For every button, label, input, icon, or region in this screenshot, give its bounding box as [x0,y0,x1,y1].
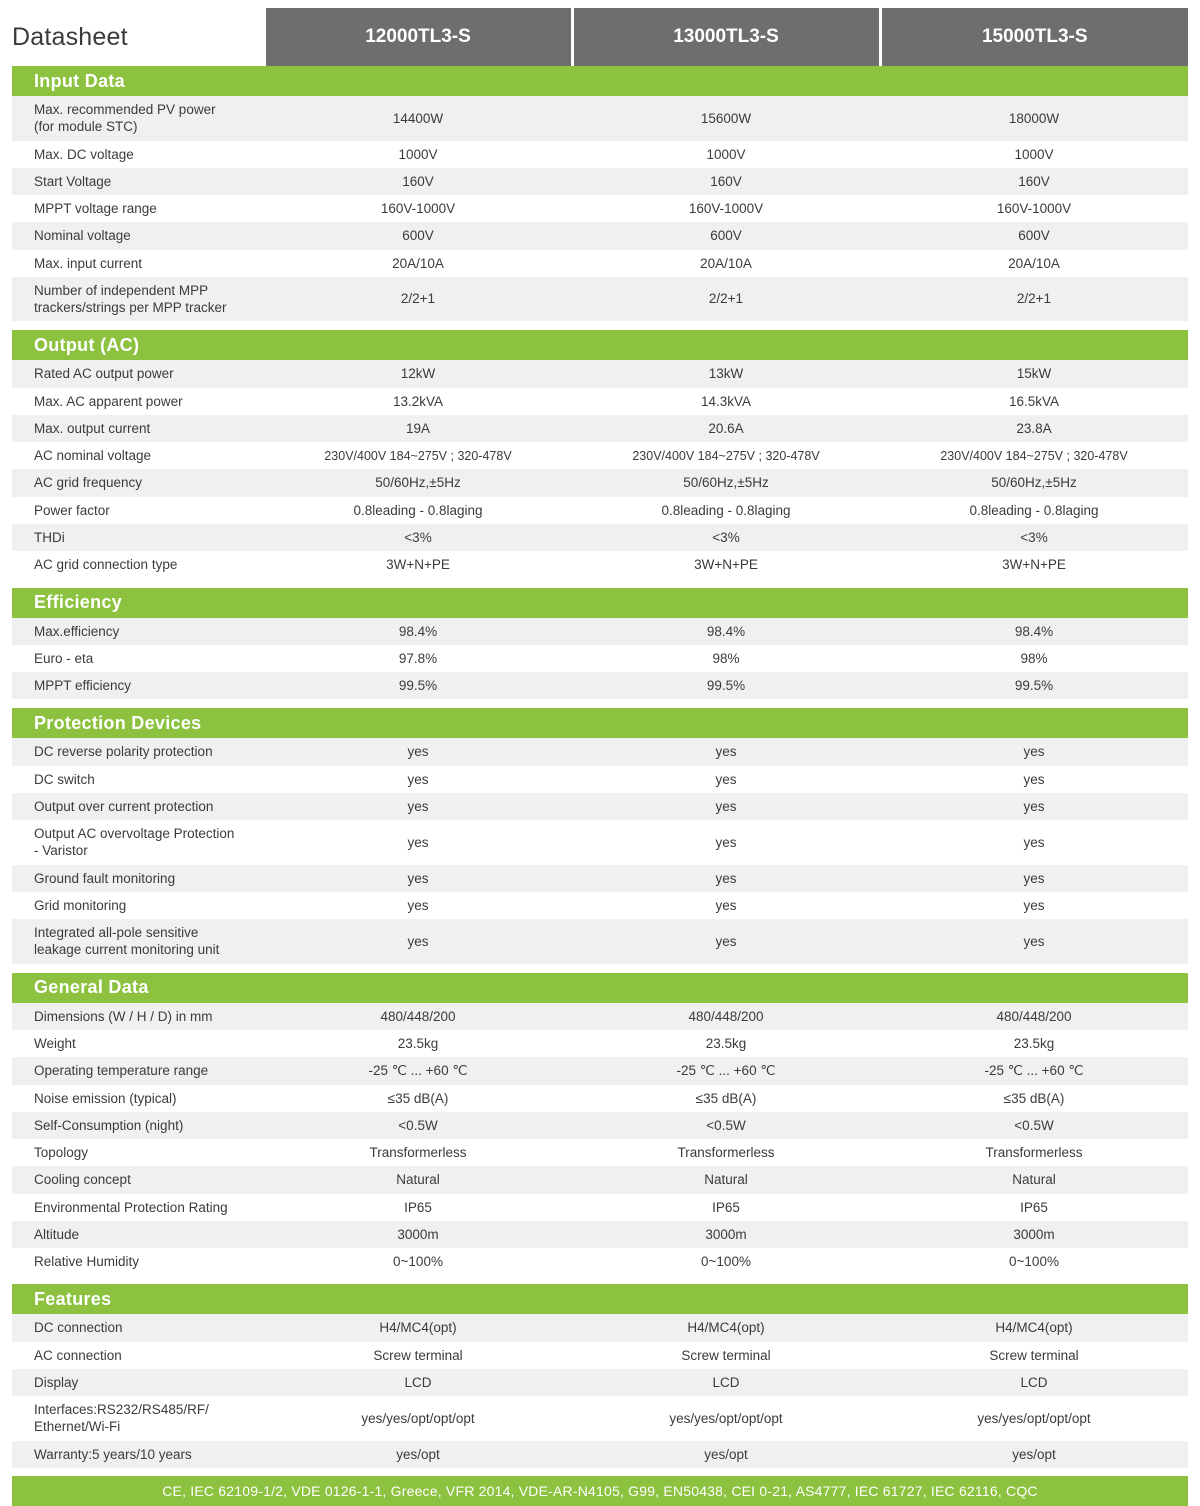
table-row [12,618,1188,645]
spec-value: <3% [880,524,1188,551]
spec-label: Max. recommended PV power (for module STC) [12,96,264,141]
spec-value: <3% [264,524,572,551]
spec-value: H4/MC4(opt) [264,1314,572,1341]
spec-label: DC switch [12,766,264,793]
spec-value: -25 ℃ ... +60 ℃ [880,1057,1188,1084]
table-row [12,645,1188,672]
spec-value: IP65 [264,1194,572,1221]
spec-value: yes [572,766,880,793]
spec-value: yes [880,793,1188,820]
table-row [12,1003,1188,1030]
spec-value: Screw terminal [572,1342,880,1369]
table-row [12,1342,1188,1369]
spec-label: Integrated all-pole sensitive leakage current monitoring unit [12,919,264,964]
spec-value: yes [572,919,880,964]
spec-value: LCD [880,1369,1188,1396]
table-row [12,388,1188,415]
spec-value: 160V [572,168,880,195]
model-header-3: 15000TL3-S [880,8,1188,66]
table-row [12,820,1188,865]
table-header-row [12,8,1188,66]
spec-label: Dimensions (W / H / D) in mm [12,1003,264,1030]
spec-value: 1000V [880,141,1188,168]
spacer-cell [12,964,1188,973]
table-row [12,1166,1188,1193]
certifications-footer: CE, IEC 62109-1/2, VDE 0126-1-1, Greece, VFR 2014, VDE-AR-N4105, G99, EN50438, CEI 0-21, AS4777, IEC 61727, IEC 62116, CQC [12,1476,1188,1506]
table-row [12,168,1188,195]
spec-value: 97.8% [264,645,572,672]
spec-value: 23.5kg [572,1030,880,1057]
spec-value: yes [880,820,1188,865]
table-row [12,442,1188,469]
table-row [12,141,1188,168]
table-body [12,8,1188,1468]
spec-value: yes [264,793,572,820]
spec-value: 50/60Hz,±5Hz [880,469,1188,496]
spec-label: Weight [12,1030,264,1057]
spec-value: 99.5% [264,672,572,699]
spec-value: 3W+N+PE [264,551,572,578]
section-header-row [12,973,1188,1003]
page-title: Datasheet [12,8,264,66]
spec-value: yes [264,892,572,919]
section-spacer [12,579,1188,588]
spec-value: 19A [264,415,572,442]
spec-label: Output over current protection [12,793,264,820]
spec-value: Natural [264,1166,572,1193]
spec-value: 160V-1000V [264,195,572,222]
table-row [12,793,1188,820]
spec-value: 600V [880,222,1188,249]
spec-label: Nominal voltage [12,222,264,249]
spec-value: yes/opt [264,1441,572,1468]
spec-value: yes [880,865,1188,892]
spec-value: H4/MC4(opt) [572,1314,880,1341]
spec-label: Environmental Protection Rating [12,1194,264,1221]
spec-value: Transformerless [572,1139,880,1166]
section-title: Input Data [12,66,1188,96]
spec-value: IP65 [880,1194,1188,1221]
table-row [12,1396,1188,1441]
table-row [12,1248,1188,1275]
spec-label: Interfaces:RS232/RS485/RF/ Ethernet/Wi-Fi [12,1396,264,1441]
spec-label: Max. output current [12,415,264,442]
spec-value: 0~100% [880,1248,1188,1275]
spec-value: Transformerless [264,1139,572,1166]
table-row [12,1085,1188,1112]
spec-value: 230V/400V 184~275V ; 320-478V [264,442,572,469]
spec-label: Grid monitoring [12,892,264,919]
section-title: Efficiency [12,588,1188,618]
spec-value: yes [264,865,572,892]
spec-label: MPPT voltage range [12,195,264,222]
spec-value: 99.5% [880,672,1188,699]
spec-value: 480/448/200 [572,1003,880,1030]
spec-value: 23.5kg [264,1030,572,1057]
spec-value: <0.5W [572,1112,880,1139]
spec-value: yes [880,892,1188,919]
spec-value: yes [264,919,572,964]
spec-value: 2/2+1 [264,277,572,322]
spec-value: 20.6A [572,415,880,442]
spec-value: 98.4% [880,618,1188,645]
spec-value: 13.2kVA [264,388,572,415]
section-header-row [12,330,1188,360]
spec-value: LCD [572,1369,880,1396]
table-row [12,96,1188,141]
specifications-table [12,8,1188,1468]
section-spacer [12,321,1188,330]
spec-value: 20A/10A [572,250,880,277]
table-row [12,1030,1188,1057]
table-row [12,1139,1188,1166]
spec-value: ≤35 dB(A) [880,1085,1188,1112]
spec-value: yes [572,793,880,820]
spec-value: 0.8leading - 0.8laging [264,497,572,524]
section-header-row [12,708,1188,738]
spec-value: yes [880,919,1188,964]
spec-label: DC reverse polarity protection [12,738,264,765]
spec-value: 160V-1000V [880,195,1188,222]
spec-value: yes [572,865,880,892]
section-header-row [12,588,1188,618]
spec-value: 160V [880,168,1188,195]
spec-value: -25 ℃ ... +60 ℃ [264,1057,572,1084]
spec-value: 0~100% [572,1248,880,1275]
spec-value: 14400W [264,96,572,141]
spec-value: 13kW [572,360,880,387]
section-title: Features [12,1284,1188,1314]
table-row [12,250,1188,277]
spec-value: 98.4% [264,618,572,645]
spec-label: Ground fault monitoring [12,865,264,892]
spec-value: -25 ℃ ... +60 ℃ [572,1057,880,1084]
spec-label: AC grid connection type [12,551,264,578]
spec-label: THDi [12,524,264,551]
table-row [12,1194,1188,1221]
spec-value: 98% [880,645,1188,672]
table-row [12,766,1188,793]
spec-value: yes [880,738,1188,765]
spec-value: 0.8leading - 0.8laging [880,497,1188,524]
spec-value: 0.8leading - 0.8laging [572,497,880,524]
section-header-row [12,66,1188,96]
spacer-cell [12,699,1188,708]
spec-value: 50/60Hz,±5Hz [264,469,572,496]
section-title: Protection Devices [12,708,1188,738]
table-row [12,497,1188,524]
table-row [12,360,1188,387]
table-row [12,1314,1188,1341]
spec-value: 2/2+1 [572,277,880,322]
spacer-cell [12,579,1188,588]
spec-value: 160V [264,168,572,195]
spec-value: 23.5kg [880,1030,1188,1057]
spec-value: 3000m [264,1221,572,1248]
spec-value: 98.4% [572,618,880,645]
spec-value: yes [572,820,880,865]
spec-value: yes/opt [572,1441,880,1468]
spec-value: 16.5kVA [880,388,1188,415]
spec-label: Start Voltage [12,168,264,195]
spec-label: Topology [12,1139,264,1166]
table-row [12,738,1188,765]
spec-label: Max. input current [12,250,264,277]
spec-value: 3W+N+PE [880,551,1188,578]
spec-value: 230V/400V 184~275V ; 320-478V [880,442,1188,469]
table-row [12,195,1188,222]
spec-value: 20A/10A [264,250,572,277]
spec-label: AC nominal voltage [12,442,264,469]
section-spacer [12,964,1188,973]
spec-value: 23.8A [880,415,1188,442]
spec-label: Self-Consumption (night) [12,1112,264,1139]
section-title: Output (AC) [12,330,1188,360]
spec-label: Cooling concept [12,1166,264,1193]
spacer-cell [12,321,1188,330]
spec-value: 14.3kVA [572,388,880,415]
spec-value: <0.5W [264,1112,572,1139]
spec-value: Screw terminal [264,1342,572,1369]
table-row [12,469,1188,496]
spec-label: Noise emission (typical) [12,1085,264,1112]
spec-label: Rated AC output power [12,360,264,387]
spec-label: AC grid frequency [12,469,264,496]
table-row [12,222,1188,249]
spec-value: yes [264,820,572,865]
spec-value: 3000m [572,1221,880,1248]
spec-value: <3% [572,524,880,551]
table-row [12,524,1188,551]
table-row [12,1441,1188,1468]
spec-label: Altitude [12,1221,264,1248]
spec-value: 0~100% [264,1248,572,1275]
model-header-2: 13000TL3-S [572,8,880,66]
spec-value: 50/60Hz,±5Hz [572,469,880,496]
spec-value: 600V [264,222,572,249]
spec-label: Max.efficiency [12,618,264,645]
spec-value: yes [880,766,1188,793]
section-spacer [12,1275,1188,1284]
spec-label: Power factor [12,497,264,524]
spec-value: LCD [264,1369,572,1396]
spec-label: MPPT efficiency [12,672,264,699]
spec-value: 600V [572,222,880,249]
spec-value: 99.5% [572,672,880,699]
spec-value: ≤35 dB(A) [264,1085,572,1112]
spec-label: Number of independent MPP trackers/strings per MPP tracker [12,277,264,322]
spec-value: Screw terminal [880,1342,1188,1369]
spec-label: AC connection [12,1342,264,1369]
spec-value: yes/opt [880,1441,1188,1468]
spec-value: yes [572,892,880,919]
table-row [12,1221,1188,1248]
spec-value: 3000m [880,1221,1188,1248]
section-header-row [12,1284,1188,1314]
table-row [12,892,1188,919]
table-row [12,1112,1188,1139]
spec-label: Operating temperature range [12,1057,264,1084]
spec-value: 160V-1000V [572,195,880,222]
spec-label: Warranty:5 years/10 years [12,1441,264,1468]
spec-value: 15kW [880,360,1188,387]
spec-value: Transformerless [880,1139,1188,1166]
spec-value: 480/448/200 [880,1003,1188,1030]
spec-value: yes/yes/opt/opt/opt [572,1396,880,1441]
spec-value: IP65 [572,1194,880,1221]
table-row [12,415,1188,442]
spec-value: <0.5W [880,1112,1188,1139]
spec-value: H4/MC4(opt) [880,1314,1188,1341]
table-row [12,672,1188,699]
spec-value: 2/2+1 [880,277,1188,322]
spec-value: 1000V [264,141,572,168]
section-title: General Data [12,973,1188,1003]
table-row [12,277,1188,322]
spec-value: Natural [572,1166,880,1193]
spec-value: 12kW [264,360,572,387]
table-row [12,865,1188,892]
spec-label: Max. DC voltage [12,141,264,168]
spec-value: yes/yes/opt/opt/opt [264,1396,572,1441]
table-row [12,551,1188,578]
spec-value: Natural [880,1166,1188,1193]
spec-value: yes [264,738,572,765]
spec-label: Relative Humidity [12,1248,264,1275]
table-row [12,1369,1188,1396]
table-row [12,1057,1188,1084]
spec-value: yes [572,738,880,765]
spec-value: 15600W [572,96,880,141]
spec-value: 3W+N+PE [572,551,880,578]
spec-value: yes [264,766,572,793]
spacer-cell [12,1275,1188,1284]
spec-value: 98% [572,645,880,672]
spec-label: DC connection [12,1314,264,1341]
spec-value: ≤35 dB(A) [572,1085,880,1112]
spec-label: Output AC overvoltage Protection - Varistor [12,820,264,865]
spec-value: 1000V [572,141,880,168]
spec-label: Euro - eta [12,645,264,672]
spec-value: yes/yes/opt/opt/opt [880,1396,1188,1441]
spec-value: 18000W [880,96,1188,141]
section-spacer [12,699,1188,708]
spec-label: Max. AC apparent power [12,388,264,415]
spec-value: 230V/400V 184~275V ; 320-478V [572,442,880,469]
table-row [12,919,1188,964]
spec-value: 20A/10A [880,250,1188,277]
spec-value: 480/448/200 [264,1003,572,1030]
spec-label: Display [12,1369,264,1396]
model-header-1: 12000TL3-S [264,8,572,66]
